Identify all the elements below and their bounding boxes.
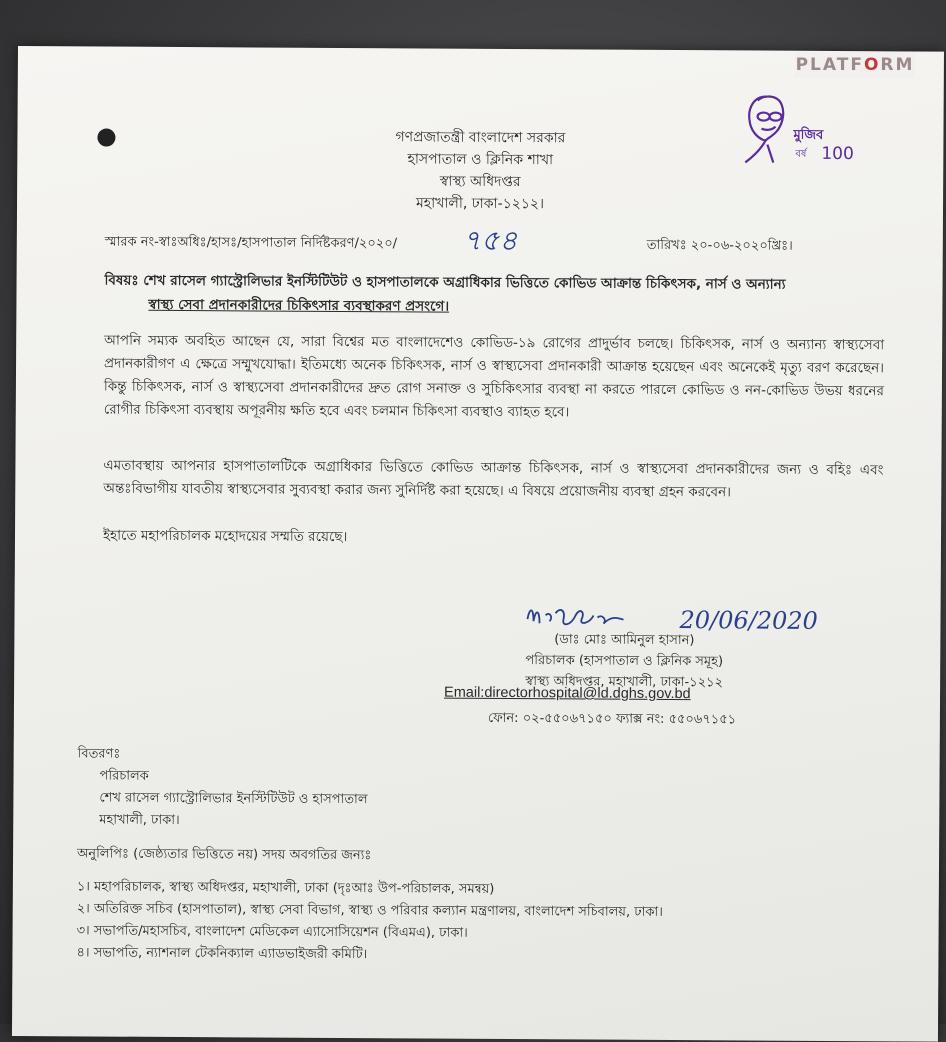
memo-date: তারিখঃ ২০-০৬-২০২০খ্রিঃ। — [646, 237, 793, 254]
signer-office: স্বাস্থ্য অধিদপ্তর, মহাখালী, ঢাকা-১২১২ — [525, 674, 723, 691]
letterhead — [17, 124, 944, 218]
distribution-recipient-address: মহাখালী, ঢাকা। — [99, 812, 180, 829]
memo-number-handwritten: ৭৫৪ — [462, 223, 518, 258]
copy-list-item: ২। অতিরিক্ত সচিব (হাসপাতাল), স্বাস্থ্য সেবা বিভাগ, স্বাস্থ্য ও পরিবার কল্যান মন্ত্রণালয়, বাংলাদেশ সচিবালয়, ঢাকা। — [76, 901, 663, 920]
copy-heading: অনুলিপিঃ (জেষ্ঠ্যতার ভিত্তিতে নয়) সদয় অবগতির জন্যঃ — [77, 846, 372, 864]
logo-text-100: 100 — [821, 143, 854, 165]
watermark-text-o: O — [863, 55, 881, 75]
distribution-recipient-title: পরিচালক — [99, 768, 149, 784]
subject-line-1: বিষয়ঃ শেখ রাসেল গ্যাস্ট্রোলিভার ইনস্টিটিউট ও হাসপাতালকে অগ্রাধিকার ভিত্তিতে কোভিড আক্রান্ত চিকিৎসক, নার্স ও অন্যান্য — [104, 272, 786, 293]
signer-name: (ডাঃ মোঃ আমিনুল হাসান) — [554, 632, 695, 649]
signer-designation: পরিচালক (হাসপাতাল ও ক্লিনিক সমূহ) — [525, 653, 724, 670]
signer-phone-fax: ফোন: ০২-৫৫০৬৭১৫০ ফ্যাক্স নং: ৫৫০৬৭১৫১ — [487, 710, 737, 728]
copy-list-item: ১। মহাপরিচালক, স্বাস্থ্য অধিদপ্তর, মহাখালী, ঢাকা (দৃঃআঃ উপ-পরিচালক, সমন্বয়) — [76, 879, 495, 897]
body-paragraph-3: ইহাতে মহাপরিচালক মহোদয়ের সম্মতি রয়েছে। — [102, 527, 348, 546]
signature-date: 20/06/2020 — [679, 606, 818, 635]
subject — [104, 269, 884, 322]
distribution-heading: বিতরণঃ — [77, 746, 121, 762]
copy-list — [76, 876, 663, 968]
letter-paper — [12, 46, 944, 1042]
logo-text-borsho: বর্ষ — [795, 148, 807, 160]
watermark-text-end: RM — [880, 55, 915, 75]
body-paragraph-1: আপনি সম্যক অবহিত আছেন যে, সারা বিশ্বের মত বাংলাদেশেও কোভিড-১৯ রোগের প্রাদুর্ভাব চলছে। চিকিৎসক, নার্স ও অন্যান্য স্বাস্থ্যসেবা প্রদানকারীগণ এ ক্ষেত্রে সম্মুখযোদ্ধা। ইতিমধ্যে অনেক চিকিৎসক, নার্স ও স্বাস্থ্যসেবা প্রদানকারী আক্রান্ত হয়েছেন এবং অনেকেই মৃত্যু বরণ করেছেন। কিন্তু চিকিৎসক, নার্স ও স্বাস্থ্যসেবা প্রদানকারীদের দ্রুত রোগ সনাক্ত ও সুচিকিৎসার ব্যবস্থা না করতে পারলে কোভিড ও নন-কোভিড উভয় ধরনের রোগীর চিকিৎসা ব্যবস্থায় অপূরনীয় ক্ষতি হবে এবং চলমান চিকিৎসা ব্যবস্থাও ব্যাহত হবে। — [103, 332, 885, 421]
distribution-recipient-institute: শেখ রাসেল গ্যাস্ট্রোলিভার ইনস্টিটিউট ও হাসপাতাল — [99, 790, 368, 808]
logo-text-mujib: মুজিব — [793, 127, 824, 143]
letterhead-line-government: গণপ্রজাতন্ত্রী বাংলাদেশ সরকার — [395, 129, 566, 147]
signer-block — [484, 629, 764, 694]
signer-email: Email:directorhospital@ld.dghs.gov.bd — [444, 684, 691, 703]
subject-line-2: স্বাস্থ্য সেবা প্রদানকারীদের চিকিৎসার ব্যবস্থাকরণ প্রসংগে। — [148, 296, 450, 315]
distribution-block — [77, 743, 368, 833]
watermark-text-start: PLATF — [795, 55, 864, 75]
letterhead-line-directorate: স্বাস্থ্য অধিদপ্তর — [439, 173, 521, 191]
copy-list-item: ৪। সভাপতি, ন্যাশনাল টেকনিক্যাল এ্যাডভাইজরী কমিটি। — [76, 945, 368, 963]
copy-list-item: ৩। সভাপতি/মহাসচিব, বাংলাদেশ মেডিকেল এ্যাসোসিয়েশন (বিএমএ), ঢাকা। — [76, 923, 468, 941]
memo-number-label: স্মারক নং-স্বাঃঅধিঃ/হাসঃ/হাসপাতাল নির্দিষ্টকরণ/২০২০/ — [104, 234, 398, 252]
body-paragraph-2: এমতাবস্থায় আপনার হাসপাতালটিকে অগ্রাধিকার ভিত্তিতে কোভিড আক্রান্ত চিকিৎসক, নার্স ও স্বাস্থ্যসেবা প্রদানকারীদের জন্য ও বহিঃ এবং অন্তঃবিভাগীয় যাবতীয় স্বাস্থ্যসেবার সুব্যবস্থা করার জন্য সুনির্দিষ্ট করা হয়েছে। এ বিষয়ে প্রয়োজনীয় ব্যবস্থা গ্রহন করবেন। — [103, 457, 884, 501]
letterhead-line-address: মহাখালী, ঢাকা-১২১২। — [415, 195, 545, 213]
letterhead-line-branch: হাসপাতাল ও ক্লিনিক শাখা — [407, 151, 554, 169]
platform-watermark — [795, 52, 915, 78]
